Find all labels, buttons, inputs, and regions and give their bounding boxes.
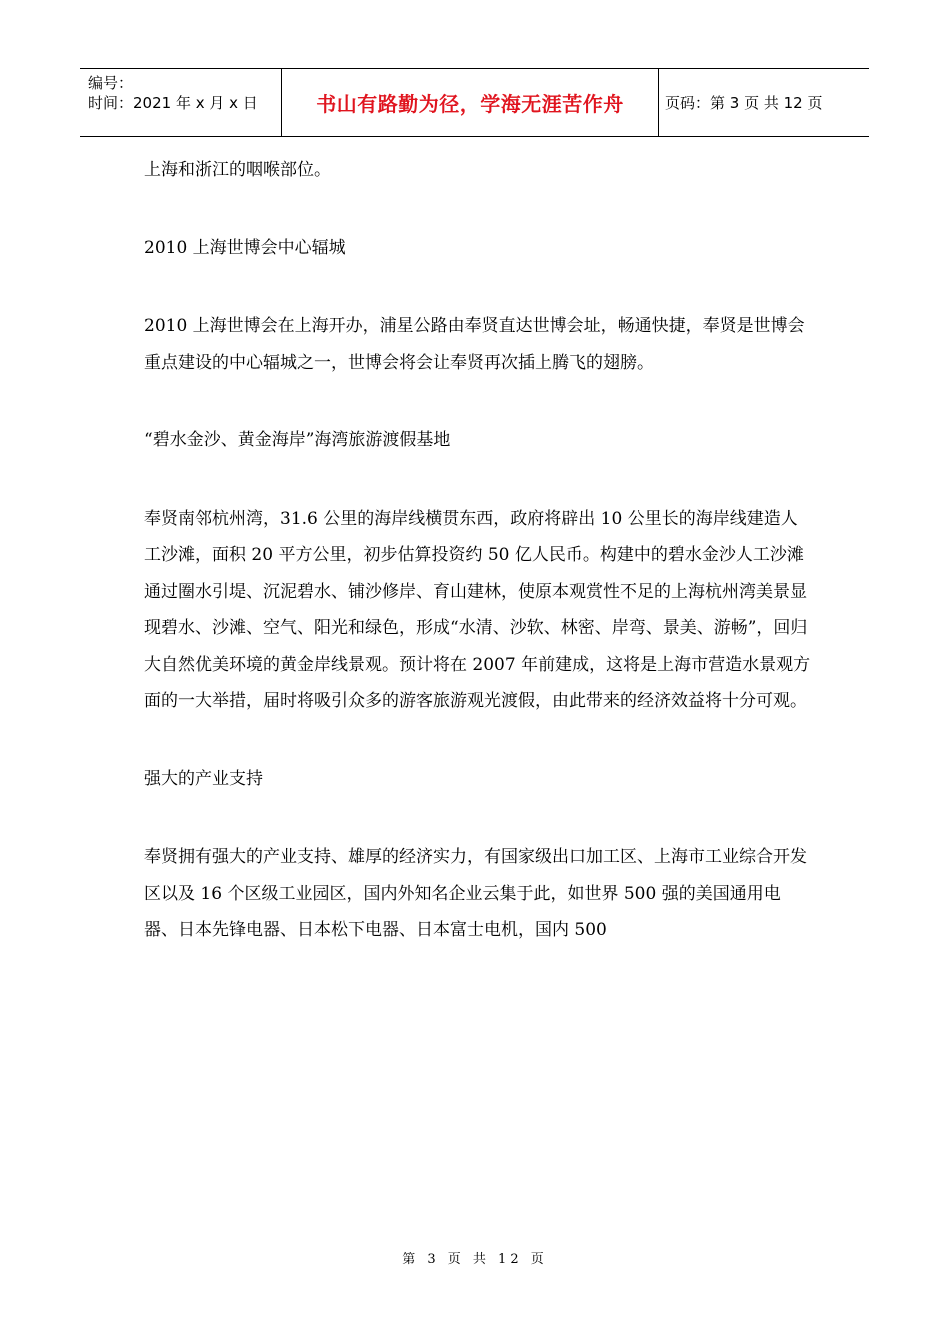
document-body [144,152,814,949]
heading-industry: 强大的产业支持 [144,768,263,789]
document-date: 时间：2021 年 x 月 x 日 [88,94,258,112]
heading-coast-resort: “碧水金沙、黄金海岸”海湾旅游渡假基地 [144,430,451,450]
paragraph-1: 上海和浙江的咽喉部位。 [144,160,331,180]
paragraph-expo: 2010 上海世博会在上海开办，浦星公路由奉贤直达世博会址，畅通快捷，奉贤是世博会重点建设的中心辐城之一，世博会将会让奉贤再次插上腾飞的翅膀。 [144,316,805,373]
paragraph-coast-resort: 奉贤南邻杭州湾，31.6 公里的海岸线横贯东西，政府将辟出 10 公里长的海岸线建造人工沙滩，面积 20 平方公里，初步估算投资约 50 亿人民币。构建中的碧水金沙人工沙滩通过圈水引堤、沉泥碧水、铺沙修岸、育山建林，使原本观赏性不足的上海杭州湾美景显现碧水、沙滩、空气、阳光和绿色，形成“水清、沙软、林密、岸弯、景美、游畅”，回归大自然优美环境的黄金岸线景观。预计将在 2007 年前建成，这将是上海市营造水景观方面的一大举措，届时将吸引众多的游客旅游观光渡假，由此带来的经济效益将十分可观。 [144,508,811,711]
page-header [80,68,869,137]
document-number-label: 编号： [88,74,134,92]
header-motto: 书山有路勤为径，学海无涯苦作舟 [282,69,659,136]
header-page-info: 页码：第 3 页 共 12 页 [665,94,823,112]
header-meta [80,69,282,136]
heading-expo: 2010 上海世博会中心辐城 [144,237,346,258]
paragraph-industry: 奉贤拥有强大的产业支持、雄厚的经济实力，有国家级出口加工区、上海市工业综合开发区以及 16 个区级工业园区，国内外知名企业云集于此，如世界 500 强的美国通用电器、日本先锋电器、日本松下电器、日本富士电机，国内 500 [144,847,807,940]
page-footer: 第 3 页 共 12 页 [402,1252,548,1267]
